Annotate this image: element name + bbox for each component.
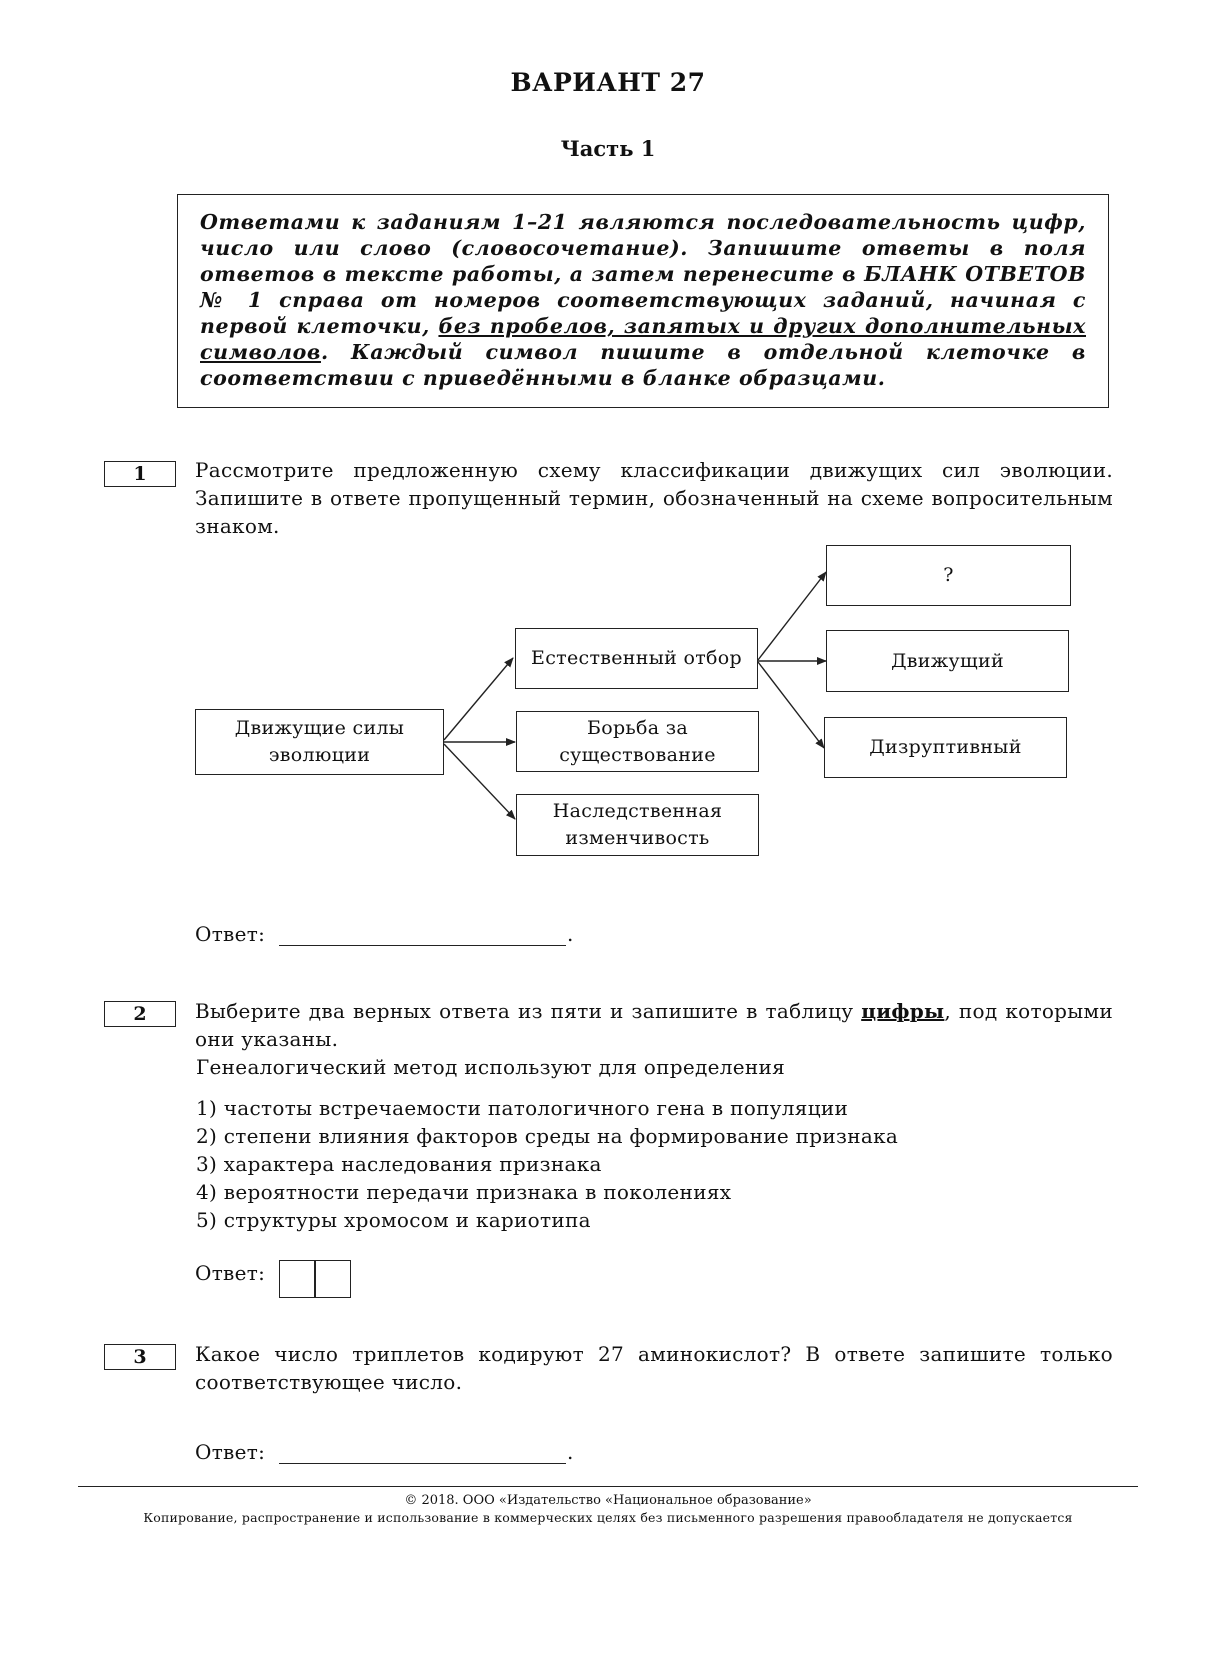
arrow-selection-disruptive: [758, 662, 824, 748]
task1-answer-field[interactable]: [279, 945, 566, 946]
task2-option-2: 2) степени влияния факторов среды на формирование признака: [196, 1124, 899, 1148]
variant-title: ВАРИАНТ 27: [510, 68, 706, 97]
task2-bold-word: цифры: [861, 999, 945, 1023]
arrow-root-selection: [444, 658, 513, 740]
task2-option-5: 5) структуры хромосом и кариотипа: [196, 1208, 591, 1232]
footer-divider: [78, 1486, 1138, 1487]
diagram-natural-selection-box: Естественный отбор: [515, 628, 758, 689]
task2-option-3: 3) характера наследования признака: [196, 1152, 602, 1176]
task1-text: Рассмотрите предложенную схему классификации движущих сил эволюции. Запишите в ответе пропущенный термин, обозначенный на схеме вопросительным знаком.: [195, 458, 1113, 538]
task2-answer-label: Ответ:: [195, 1261, 266, 1285]
instructions-underlined: без пробелов, запятых и других дополнительных символов: [200, 314, 1086, 364]
task3-text: Какое число триплетов кодируют 27 аминокислот? В ответе запишите только соответствующее число.: [195, 1342, 1113, 1394]
task2-option-1: 1) частоты встречаемости патологичного гена в популяции: [196, 1096, 849, 1120]
task1-answer-label: Ответ:: [195, 922, 266, 946]
task2-stem: Генеалогический метод используют для определения: [196, 1055, 786, 1079]
part-title: Часть 1: [560, 136, 656, 161]
task-number-2: 2: [104, 1001, 176, 1027]
task2-text-end: , под которыми они указаны.: [195, 999, 1113, 1051]
diagram-struggle-box: Борьба за существование: [516, 711, 759, 772]
task-number-3: 3: [104, 1344, 176, 1370]
footer-copyright: © 2018. ООО «Издательство «Национальное образование»: [404, 1493, 812, 1508]
task2-option-4: 4) вероятности передачи признака в поколениях: [196, 1180, 732, 1204]
footer-notice: Копирование, распространение и использование в коммерческих целях без письменного разрешения правообладателя не допускается: [143, 1510, 1073, 1525]
task3-answer-period: .: [567, 1440, 574, 1464]
task-number-1: 1: [104, 461, 176, 487]
instructions-text-end: . Каждый символ пишите в отдельной клеточке в соответствии с приведёнными в бланке образцами.: [200, 340, 1086, 390]
arrow-root-variability: [444, 744, 515, 819]
diagram-unknown-box: ?: [826, 545, 1071, 606]
task1-answer-period: .: [567, 922, 574, 946]
instructions-box: [177, 194, 1109, 408]
task2-text: [195, 997, 1113, 1053]
diagram-driving-box: Движущий: [826, 630, 1069, 692]
diagram-variability-box: Наследственная изменчивость: [516, 794, 759, 856]
task2-text-start: Выберите два верных ответа из пяти и запишите в таблицу: [195, 999, 862, 1023]
instructions-text: Ответами к заданиям 1–21 являются последовательность цифр, число или слово (словосочетание). Запишите ответы в поля ответов в тексте работы, а затем перенесите в БЛАНК ОТВЕТОВ № 1 справа от номеров соответствующих заданий, начиная с первой клеточки,: [200, 210, 1086, 338]
diagram-root-box: Движущие силы эволюции: [195, 709, 444, 775]
task3-answer-field[interactable]: [279, 1463, 566, 1464]
task3-answer-label: Ответ:: [195, 1440, 266, 1464]
task2-answer-cell-1[interactable]: [279, 1260, 316, 1298]
diagram-disruptive-box: Дизруптивный: [824, 717, 1067, 778]
arrow-selection-unknown: [758, 572, 826, 660]
task2-answer-cell-2[interactable]: [314, 1260, 351, 1298]
